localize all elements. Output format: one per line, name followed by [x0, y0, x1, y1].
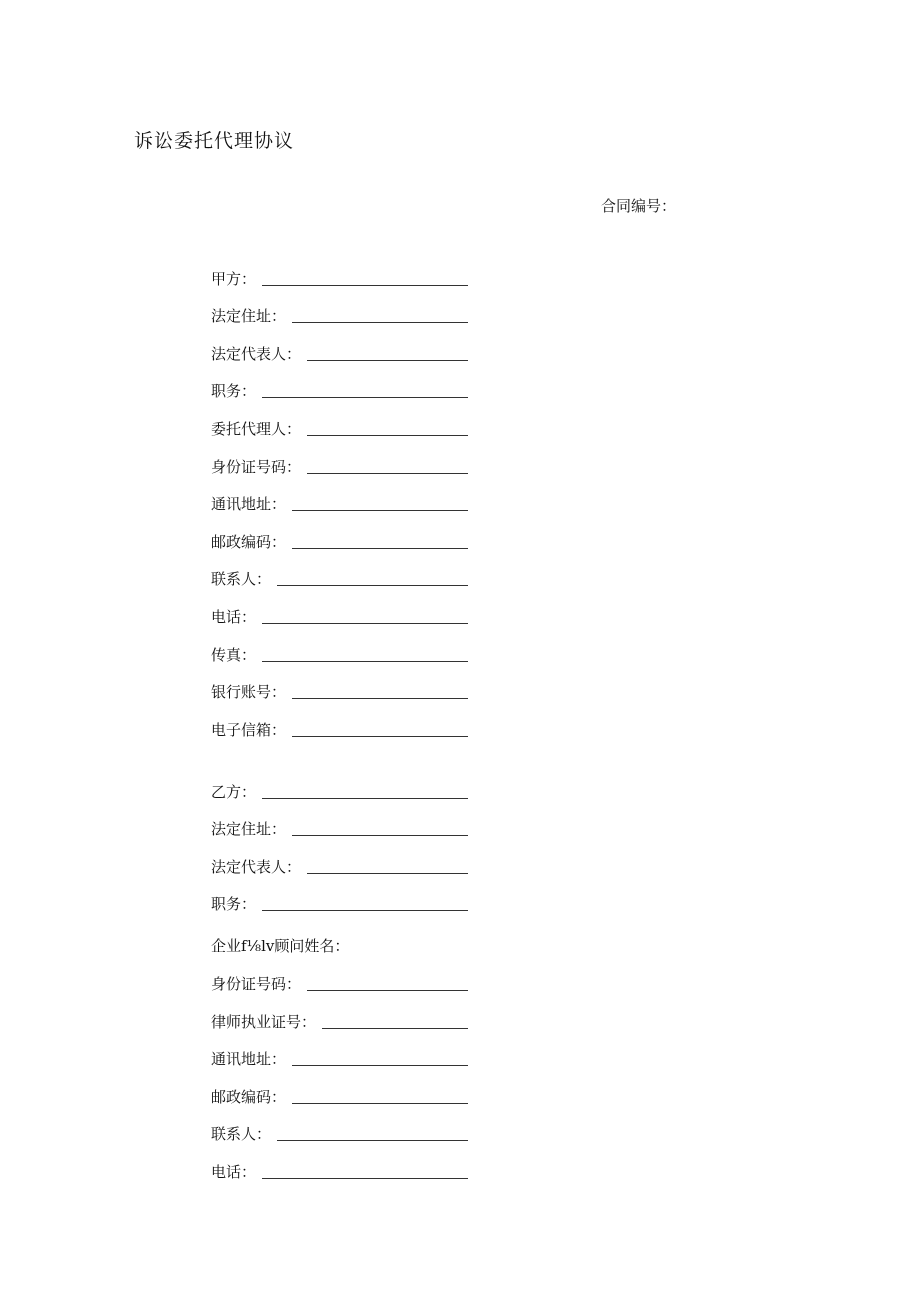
party-b-name-row	[211, 770, 468, 808]
party-b-counsel-name-label: 企业f⅛lv顾问姓名：	[211, 937, 350, 956]
party-a-email-blank[interactable]	[292, 735, 468, 737]
party-a-bank-row	[211, 671, 468, 709]
party-b-mail-address-row	[211, 1038, 468, 1076]
party-b-phone-label: 电话：	[211, 1162, 257, 1181]
party-a-email-label: 电子信箱：	[211, 720, 287, 739]
party-a-id-blank[interactable]	[307, 472, 468, 474]
party-b-contact-blank[interactable]	[277, 1139, 468, 1141]
party-b-counsel-name-row	[211, 920, 468, 962]
party-b-name-blank[interactable]	[262, 797, 468, 799]
party-b-contact-row	[211, 1113, 468, 1151]
party-a-id-label: 身份证号码：	[211, 457, 302, 476]
party-b-mail-address-blank[interactable]	[292, 1064, 468, 1066]
party-a-position-label: 职务：	[211, 382, 257, 401]
party-b-phone-row	[211, 1150, 468, 1188]
party-b-mail-address-label: 通讯地址：	[211, 1050, 287, 1069]
party-b-address-blank[interactable]	[292, 834, 468, 836]
party-b-address-row	[211, 808, 468, 846]
party-b-postcode-blank[interactable]	[292, 1102, 468, 1104]
party-a-contact-blank[interactable]	[277, 584, 468, 586]
party-b-license-label: 律师执业证号：	[211, 1012, 317, 1031]
party-a-phone-row	[211, 595, 468, 633]
party-a-name-label: 甲方：	[211, 269, 257, 288]
party-b-name-label: 乙方：	[211, 782, 257, 801]
party-a-bank-blank[interactable]	[292, 697, 468, 699]
party-a-fax-row	[211, 633, 468, 671]
contract-number-label: 合同编号：	[601, 197, 677, 215]
document-title: 诉讼委托代理协议	[134, 130, 295, 152]
party-a-postcode-blank[interactable]	[292, 547, 468, 549]
party-b-position-blank[interactable]	[262, 909, 468, 911]
party-a-agent-blank[interactable]	[307, 434, 468, 436]
party-b-legal-rep-blank[interactable]	[307, 872, 468, 874]
party-b-id-blank[interactable]	[307, 989, 468, 991]
party-a-email-row	[211, 708, 468, 746]
party-a-phone-label: 电话：	[211, 607, 257, 626]
party-b-id-label: 身份证号码：	[211, 974, 302, 993]
party-b-phone-blank[interactable]	[262, 1177, 468, 1179]
party-a-position-row	[211, 370, 468, 408]
party-a-address-label: 法定住址：	[211, 307, 287, 326]
party-a-legal-rep-row	[211, 332, 468, 370]
party-a-address-row	[211, 295, 468, 333]
party-a-fax-label: 传真：	[211, 645, 257, 664]
party-a-legal-rep-label: 法定代表人：	[211, 344, 302, 363]
party-a-legal-rep-blank[interactable]	[307, 359, 468, 361]
party-b-postcode-label: 邮政编码：	[211, 1087, 287, 1106]
party-b-contact-label: 联系人：	[211, 1125, 272, 1144]
party-a-postcode-label: 邮政编码：	[211, 532, 287, 551]
party-a-name-row	[211, 257, 468, 295]
party-b-section	[211, 770, 468, 1188]
party-b-license-row	[211, 1000, 468, 1038]
party-a-address-blank[interactable]	[292, 321, 468, 323]
party-a-fax-blank[interactable]	[262, 660, 468, 662]
party-a-agent-row	[211, 407, 468, 445]
party-b-id-row	[211, 962, 468, 1000]
party-a-agent-label: 委托代理人：	[211, 419, 302, 438]
party-a-name-blank[interactable]	[262, 284, 468, 286]
party-a-id-row	[211, 445, 468, 483]
party-b-position-row	[211, 883, 468, 921]
party-a-section	[211, 257, 468, 746]
party-b-legal-rep-row	[211, 845, 468, 883]
party-b-postcode-row	[211, 1075, 468, 1113]
party-a-mail-address-label: 通讯地址：	[211, 495, 287, 514]
party-b-legal-rep-label: 法定代表人：	[211, 857, 302, 876]
party-b-position-label: 职务：	[211, 895, 257, 914]
party-a-bank-label: 银行账号：	[211, 683, 287, 702]
party-b-license-blank[interactable]	[322, 1027, 468, 1029]
party-a-contact-row	[211, 558, 468, 596]
party-a-phone-blank[interactable]	[262, 622, 468, 624]
party-b-address-label: 法定住址：	[211, 820, 287, 839]
party-a-mail-address-row	[211, 483, 468, 521]
party-a-mail-address-blank[interactable]	[292, 509, 468, 511]
party-a-contact-label: 联系人：	[211, 570, 272, 589]
party-a-postcode-row	[211, 520, 468, 558]
party-a-position-blank[interactable]	[262, 396, 468, 398]
